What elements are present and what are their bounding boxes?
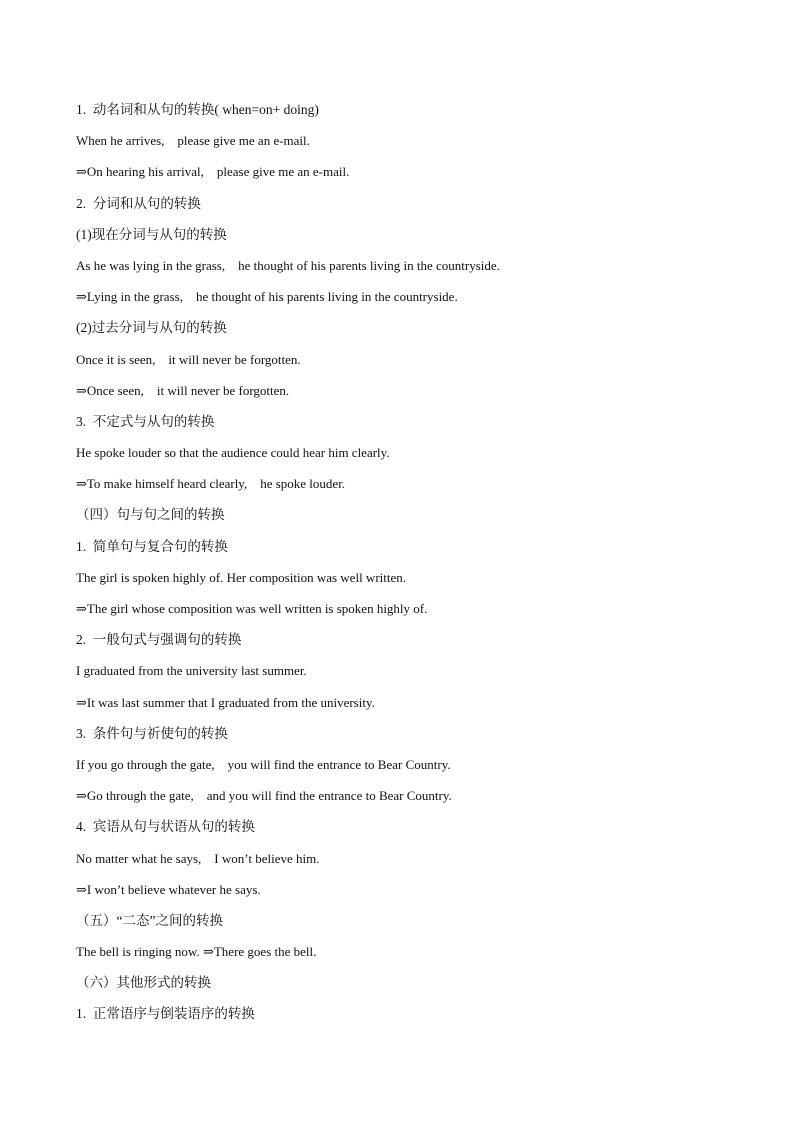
example-sentence: When he arrives, please give me an e-mail. xyxy=(76,133,310,149)
heading-infinitive-clause: 3. 不定式与从句的转换 xyxy=(76,413,215,429)
example-sentence: The bell is ringing now. ⇒There goes the bell. xyxy=(76,944,317,960)
example-sentence: If you go through the gate, you will find the entrance to Bear Country. xyxy=(76,756,451,772)
example-sentence: ⇒The girl whose composition was well written is spoken highly of. xyxy=(76,601,428,616)
heading-object-adverbial: 4. 宾语从句与状语从句的转换 xyxy=(76,819,255,835)
example-sentence: ⇒On hearing his arrival, please give me an e-mail. xyxy=(76,164,350,180)
example-sentence: He spoke louder so that the audience could hear him clearly. xyxy=(76,445,390,461)
example-sentence: Once it is seen, it will never be forgotten. xyxy=(76,351,301,367)
section-heading-six: （六）其他形式的转换 xyxy=(76,975,211,991)
example-sentence: I graduated from the university last summer. xyxy=(76,663,307,679)
subheading-present-participle: (1)现在分词与从句的转换 xyxy=(76,226,227,242)
section-heading-five: （五）“二态”之间的转换 xyxy=(76,912,223,928)
subheading-past-participle: (2)过去分词与从句的转换 xyxy=(76,320,227,336)
example-sentence: No matter what he says, I won’t believe him. xyxy=(76,850,320,866)
heading-emphatic: 2. 一般句式与强调句的转换 xyxy=(76,632,242,648)
example-sentence: ⇒It was last summer that I graduated from the university. xyxy=(76,694,375,710)
example-sentence: As he was lying in the grass, he thought of his parents living in the countryside. xyxy=(76,257,500,273)
heading-conditional-imperative: 3. 条件句与祈使句的转换 xyxy=(76,725,228,741)
heading-word-order: 1. 正常语序与倒装语序的转换 xyxy=(76,1006,255,1022)
example-sentence: ⇒I won’t believe whatever he says. xyxy=(76,881,261,897)
document-body xyxy=(76,101,756,1037)
example-sentence: ⇒To make himself heard clearly, he spoke louder. xyxy=(76,476,346,492)
heading-gerund-clause: 1. 动名词和从句的转换( when=on+ doing) xyxy=(76,102,319,117)
example-sentence: The girl is spoken highly of. Her composition was well written. xyxy=(76,569,407,585)
section-heading-four: （四）句与句之间的转换 xyxy=(76,507,225,523)
example-sentence: ⇒Lying in the grass, he thought of his parents living in the countryside. xyxy=(76,289,458,305)
example-sentence: ⇒Go through the gate, and you will find the entrance to Bear Country. xyxy=(76,788,452,804)
heading-participle-clause: 2. 分词和从句的转换 xyxy=(76,195,201,211)
heading-simple-complex: 1. 简单句与复合句的转换 xyxy=(76,538,228,554)
example-sentence: ⇒Once seen, it will never be forgotten. xyxy=(76,382,290,398)
